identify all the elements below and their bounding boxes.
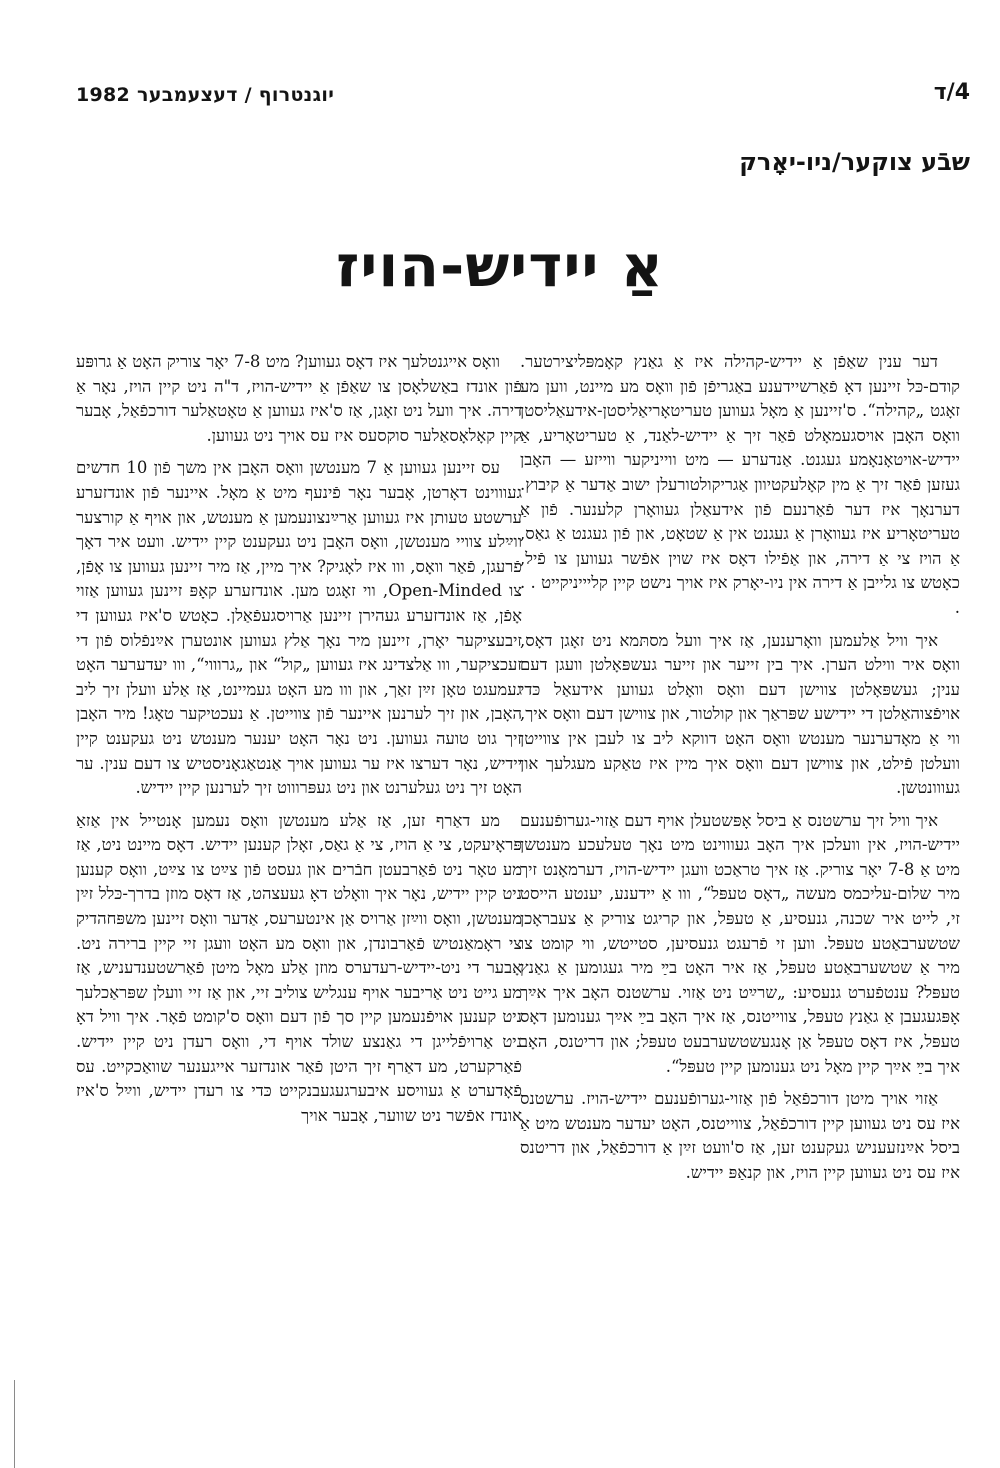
author-byline: שבֿע צוקער/ניו-יאָרק (739, 148, 970, 176)
paragraph: עס זיינען געווען אַ 7 מענטשן וואָס האָבן אין משך פֿון 10 חדשים געוווינט דאָרטן, אָבער נאָר פֿינעף מיט אַ מאָל. איינער פֿון אונדזערע ערשטע טעותן איז געווען אַרײַנצונעמען אַ מענטש, און אויף אַ קורצער ווײַלע צוויי מענטשן, וואָס האָבן ניט געקענט קיין יידיש. וועט איר דאָך פֿרעגן, פֿאַר וואָס, ווו איז לאָגיק? איך מיין, אַז מיר זיינען געווען צו אָפֿן, צו Open-Minded, ווי זאָגט מען. אונדזערע קאָפּ זיינען געווען אַזוי אָפֿן, אַז אונדזערע געהירן זיינען אַרויסגעפֿאַלן. כאָטש ס'איז געווען די זיבעציקער יאָרן, זיינען מיר נאָך אַלץ געווען אונטערן אײַנפֿלוס פֿון די זעכציקער, ווו אַלצדינג איז געווען „קול“ און „גרוווי“, ווו יעדערער האָט געמעגט טאָן זײַן זאַך, און ווו מע האָט געמיינט, אַז אַלע וועלן זיך ליב האָבן, און זיך לערנען איינער פֿון צווייטן. אַ נעכטיקער טאָג! מיר האָבן זיך גוט טועה געווען. ניט נאָר האָט יענער מענטש ניט געקענט קיין יידיש, נאָר דערצו איז ער געווען אויך אַנטאַגאָניסטיש צו דעם ענין. ער האָט זיך ניט געלערנט און ניט געפּרוווט זיך לערנען קיין יידיש. (76, 458, 522, 798)
page-header (76, 80, 970, 118)
paragraph: אַזוי אויך מיטן דורכפֿאַל פֿון אַזוי-גערופֿענעם יידיש-הויז. ערשטנס איז עס ניט געווען קיין דורכפֿאַל, צווייטנס, האָט יעדער מענטש מיט אַ ביסל אײַנזעעניש געקענט זען, אַז ס'וועט זײַן אַ דורכפֿאַל, און דריטנס איז עס ניט געווען קיין הויז, און קנאַפּ יידיש. (520, 1089, 960, 1182)
paragraph: איך וויל אַלעמען וואָרענען, אַז איך וועל מסתּמא ניט זאָגן דאָס, וואָס איר ווילט הערן. איך בין זייער און זייער געשפּאָלטן וועגן דעם ענין; געשפּאָלטן צווישן דעם וואָס וואָלט געווען אידעאַל כּדי אויפֿצוהאַלטן די יידישע שפּראַך און קולטור, און צווישן דעם וואָס איך, ווי אַ מאָדערנער מענטש וואָס האָט דווקא ליב צו לעבן אין צווייטן וועלטן פֿילט, און צווישן דעם וואָס איך מיין איז טאַקע מעגלעך און געווונטשן. (520, 630, 960, 798)
paragraph: וואָס אייגנטלעך איז דאָס געווען? מיט 7-8 יאָר צוריק האָט אַ גרופּע פֿון אונדז באַשלאָסן צו שאַפֿן אַ יידיש-הויז, ד"ה ניט קיין הויז, נאָר אַ דירה. איך וועל ניט זאָגן, אַז ס'איז געווען אַ טאָטאַלער דורכפֿאַל, אָבער קיין קאָלאָסאַלער סוקסעס איז עס אויך ניט געווען. (76, 352, 522, 445)
text-column-right (520, 350, 960, 1194)
running-title: יוגנטרוף / דעצעמבער 1982 (76, 84, 335, 106)
paragraph: מע דאַרף זען, אַז אַלע מענטשן וואָס נעמען אָנטייל אין אַזאַ פּראָיעקט, צי אַ הויז, צי אַ גאַס, זאָלן קענען יידיש. דאָס מיינט ניט, אַז מע טאָר ניט פֿאַרבעטן חבֿרים און געסט פֿון צײַט צו צײַט, וואָס קענען ניט קיין יידיש, נאָר איך וואָלט דאָ געעצהט, אַז דאָס מוזן בדרך-כּלל זײַן מענטשן, וואָס ווײַזן אַרויס אַן אינטערעס, אַדער וואָס זיינען משפּחהדיק צי ראָמאַנטיש פֿאַרבונדן, און וואָס מע האָט וועגן זיי קיין ברירה ניט. אָבער די ניט-יידיש-רעדערס מוזן אַלע מאָל מיטן פֿאַרשטענדעניש, אַז מע גייט ניט אַריבער אויף ענגליש צוליב זיי, און אַז זיי וועלן שפּראַכלעך ניט קענען אויפֿנעמען קיין סך פֿון דעם וואָס ס'קומט פֿאָר. איך וויל דאָ ניט אַרויפֿלייגן די גאַנצע שולד אויף די, וואָס רעדן ניט קיין יידיש. פֿאַרקערט, מע דאַרף זיך היטן פֿאַר אונדזער אייגענער שוואַכקייט. עס פֿאָדערט אַ געוויסע איבערגעגעבנקייט כּדי צו רעדן יידיש, ווײַל ס'איז אונדז אפֿשר ניט שווער, אָבער אויך (76, 810, 522, 1125)
paragraph: דער ענין שאַפֿן אַ יידיש-קהילה איז אַ גאַנץ קאָמפּליצירטער. קודם-כּל זיינען דאָ פֿאַרשיידענע באַגריפֿן פֿון וואָס מע מיינט, ווען מע זאָגט „קהילה“. ס'זיינען אַ מאָל געווען טעריטאָריאַליסטן-אידעאַליסטן וואָס האָבן אויסגעמאָלט פֿאַר זיך אַ יידיש-לאַנד, אַ טעריטאָריע, אַ יידיש-אויטאָנאָמע געגנט. אַנדערע — מיט ווייניקער ווייזע — האָבן געזען פֿאַר זיך אַ מין קאָלעקטיוון אַגריקולטורעלן ישוב אַדער אַ קיבוץ. דערנאָך איז דער פֿאַרנעם פֿון אידעאַלן געוואָרן קלענער. פֿון אַ טעריטאָריע איז געוואָרן אַ געגנט אין אַ שטאָט, און פֿון געגנט אַ גאַס, אַ הויז צי אַ דירה, און אַפֿילו דאָס איז שוין אפֿשר געווען צו פֿיל, כאָטש צו גלייבן אַ דירה אין ניו-יאָרק איז אויך נישט קיין קליייניקייט . . . (520, 352, 960, 617)
text-column-left (76, 350, 522, 1136)
paragraph: איך וויל זיך ערשטנס אַ ביסל אָפּשטעלן אויף דעם אַזוי-גערופֿענעם יידיש-הויז, אין וועלכן איך האָב געוווינט מיט נאָך טעלעכע מענטשן מיט אַ 7-8 יאָר צוריק. אַז איך טראַכט וועגן יידיש-הויז, דערמאָנט זיך מיר שלום-עליכמס מעשה „דאָס טעפּל“, ווו אַ יידענע, יענטע הייסט זי, לייט איר שכנה, גנעסיע, אַ טעפּל, און קריגט צוריק אַ צעבראָכן שטשערבאַטע טעפּל. ווען זי פֿרעגט גנעסיען, סטייטש, ווי קומט צו מיר אַ שטשערבאַטע טעפּל, אַז איר האָט בײַ מיר געגומען אַ גאַנץ טעפּל? ענטפֿערט גנעסיע: „שרײַט ניט אַזוי. ערשטנס האָב איך אײַך אָפּגעגעבן אַ גאַנץ טעפּל, צווייטנס, אַז איך האָב בײַ אײַך גענומען דאָס טעפּל, איז דאָס טעפּל אַן אָנגעשטשערבעט טעפּל; און דריטנס, האָב איך בײַ אײַך קיין מאָל ניט גענומען קיין טעפּל“. (520, 810, 960, 1076)
page-number: 4/ד (933, 80, 970, 105)
scan-edge-line (14, 1380, 15, 1468)
article-title: אַ יידיש-הויז (336, 232, 664, 300)
